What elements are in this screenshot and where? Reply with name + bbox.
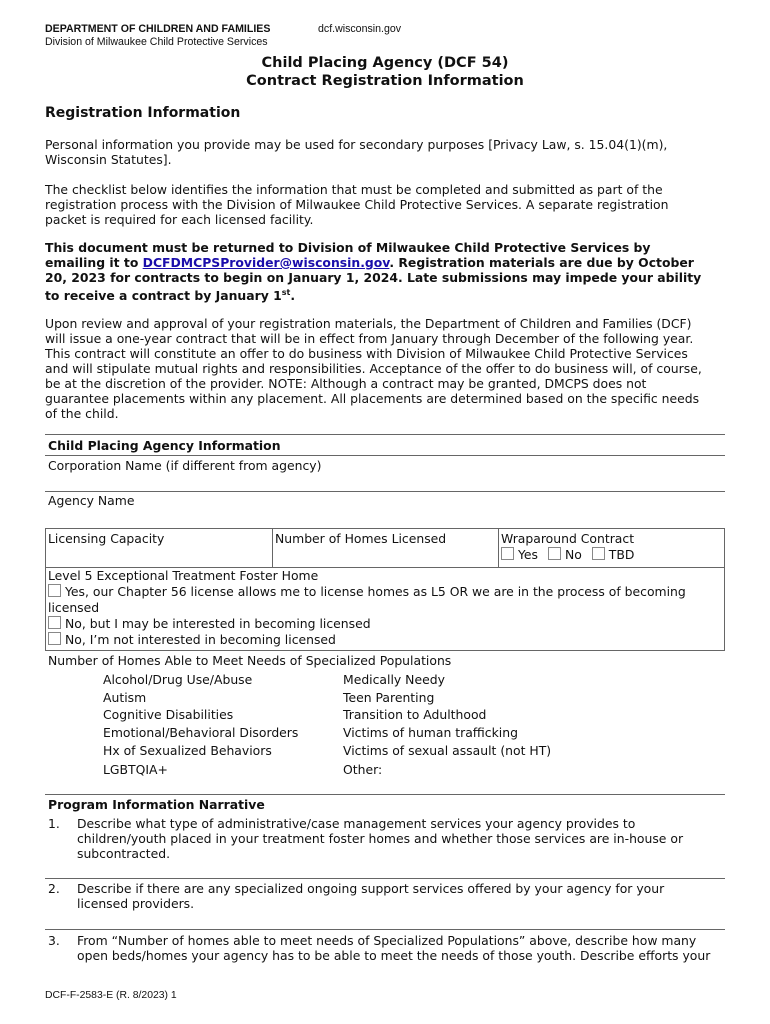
- return-text: .: [290, 288, 296, 304]
- return-line: This document must be returned to Division of Milwaukee Child Protective Services by: [45, 240, 651, 255]
- field-underline: [45, 528, 725, 529]
- question-number: 3.: [48, 933, 60, 948]
- agency-name-label: Agency Name: [48, 493, 135, 508]
- cell-divider: [498, 528, 499, 567]
- row-divider: [45, 650, 725, 651]
- question-text: [77, 881, 727, 911]
- question-line: licensed providers.: [77, 896, 195, 911]
- homes-licensed-label: Number of Homes Licensed: [275, 531, 447, 546]
- population-item: Cognitive Disabilities: [103, 707, 234, 722]
- return-text: . Registration materials are due by October: [389, 255, 694, 270]
- population-item: Medically Needy: [343, 672, 445, 687]
- return-instructions: [45, 240, 725, 303]
- question-text: [77, 933, 727, 963]
- wraparound-label: Wraparound Contract: [501, 531, 635, 546]
- program-heading: Program Information Narrative: [48, 797, 265, 812]
- population-item: Hx of Sexualized Behaviors: [103, 743, 272, 758]
- website-link[interactable]: dcf.wisconsin.gov: [318, 23, 402, 35]
- population-item: Victims of sexual assault (not HT): [343, 743, 552, 758]
- question-number: 2.: [48, 881, 60, 896]
- review-line: Upon review and approval of your registration materials, the Department of Children and Families (DCF): [45, 316, 692, 331]
- population-item: Other:: [343, 762, 383, 777]
- agency-info-heading: Child Placing Agency Information: [48, 438, 281, 453]
- level5-maybe-checkbox[interactable]: [48, 616, 61, 629]
- answer-divider: [45, 878, 725, 879]
- return-text: emailing it to: [45, 255, 143, 270]
- review-line: This contract will constitute an offer to do business with Division of Milwaukee Child Protective Services: [45, 346, 688, 361]
- population-item: Victims of human trafficking: [343, 725, 518, 740]
- level5-no-checkbox[interactable]: [48, 632, 61, 645]
- question-line: subcontracted.: [77, 846, 171, 861]
- level5-maybe-label: No, but I may be interested in becoming licensed: [65, 616, 371, 631]
- division-name: Division of Milwaukee Child Protective Services: [45, 36, 268, 48]
- registration-heading: Registration Information: [45, 105, 241, 121]
- agency-name-field[interactable]: [45, 509, 725, 527]
- return-line: [45, 255, 725, 270]
- wraparound-options: [501, 547, 634, 562]
- page-title: Child Placing Agency (DCF 54): [261, 55, 509, 71]
- level5-no-label: No, I’m not interested in becoming licensed: [65, 632, 336, 647]
- checklist-line: registration process with the Division of Milwaukee Child Protective Services. A separate registration: [45, 197, 669, 212]
- level5-yes-checkbox[interactable]: [48, 584, 61, 597]
- review-line: be at the discretion of the provider. NOTE: Although a contract may be granted, DMCPS does not: [45, 376, 647, 391]
- level5-option-no: [48, 632, 336, 647]
- populations-label: Number of Homes Able to Meet Needs of Specialized Populations: [48, 653, 452, 668]
- review-line: guarantee placements within any placement. All placements are determined based on the specific needs: [45, 391, 700, 406]
- return-line: [45, 285, 725, 303]
- checklist-line: The checklist below identifies the information that must be completed and submitted as part of the: [45, 182, 663, 197]
- table-border-right: [724, 528, 725, 651]
- population-item: Emotional/Behavioral Disorders: [103, 725, 299, 740]
- level5-option-maybe: [48, 616, 371, 631]
- population-item: Alcohol/Drug Use/Abuse: [103, 672, 253, 687]
- level5-option-yes: [48, 584, 718, 600]
- licensing-capacity-label: Licensing Capacity: [48, 531, 165, 546]
- section-divider: [45, 434, 725, 435]
- question-line: Describe what type of administrative/case management services your agency provides to: [77, 816, 636, 831]
- answer-divider: [45, 929, 725, 930]
- level5-yes-label-cont: licensed: [48, 600, 100, 615]
- question-line: From “Number of homes able to meet needs of Specialized Populations” above, describe how many: [77, 933, 697, 948]
- section-divider: [45, 794, 725, 795]
- review-line: of the child.: [45, 406, 119, 421]
- population-item: Teen Parenting: [343, 690, 435, 705]
- section-divider: [45, 455, 725, 456]
- level5-yes-label: Yes, our Chapter 56 license allows me to license homes as L5 OR we are in the process of becoming: [65, 584, 686, 599]
- wraparound-tbd-label: TBD: [608, 547, 635, 562]
- corporation-name-field[interactable]: [45, 474, 725, 491]
- level5-label: Level 5 Exceptional Treatment Foster Home: [48, 568, 319, 583]
- review-paragraph: [45, 316, 725, 421]
- form-id-footer: DCF-F-2583-E (R. 8/2023) 1: [45, 990, 177, 1001]
- question-line: children/youth placed in your treatment foster homes and whether those services are in-house or: [77, 831, 684, 846]
- wraparound-yes-checkbox[interactable]: [501, 547, 514, 560]
- page-subtitle: Contract Registration Information: [246, 73, 524, 89]
- privacy-line: Personal information you provide may be used for secondary purposes [Privacy Law, s. 15.04(1)(m),: [45, 137, 668, 152]
- homes-licensed-field[interactable]: [275, 548, 495, 565]
- question-number: 1.: [48, 816, 60, 831]
- review-line: and will stipulate mutual rights and responsibilities. Acceptance of the offer to do business will, of course,: [45, 361, 702, 376]
- wraparound-tbd-checkbox[interactable]: [592, 547, 605, 560]
- wraparound-no-checkbox[interactable]: [548, 547, 561, 560]
- email-link[interactable]: DCFDMCPSProvider@wisconsin.gov: [142, 255, 390, 270]
- population-item: Transition to Adulthood: [343, 707, 487, 722]
- question-line: Describe if there are any specialized ongoing support services offered by your agency for your: [77, 881, 665, 896]
- population-item: Autism: [103, 690, 147, 705]
- checklist-paragraph: [45, 182, 725, 227]
- return-line: 20, 2023 for contracts to begin on January 1, 2024. Late submissions may impede your ability: [45, 270, 702, 285]
- department-name: DEPARTMENT OF CHILDREN AND FAMILIES: [45, 23, 271, 35]
- wraparound-no-label: No: [564, 547, 582, 562]
- table-border-left: [45, 528, 46, 651]
- superscript: st: [281, 288, 291, 297]
- question-line: open beds/homes your agency has to be able to meet the needs of those youth. Describe efforts your: [77, 948, 711, 963]
- checklist-line: packet is required for each licensed facility.: [45, 212, 314, 227]
- privacy-paragraph: [45, 137, 725, 167]
- return-text: to receive a contract by January 1: [45, 288, 282, 304]
- corporation-name-label: Corporation Name (if different from agency): [48, 458, 322, 473]
- cell-divider: [272, 528, 273, 567]
- question-text: [77, 816, 727, 861]
- population-item: LGBTQIA+: [103, 762, 168, 777]
- review-line: will issue a one-year contract that will be in effect from January through December of the following year.: [45, 331, 694, 346]
- licensing-capacity-field[interactable]: [48, 548, 270, 565]
- privacy-line: Wisconsin Statutes].: [45, 152, 172, 167]
- wraparound-yes-label: Yes: [518, 547, 539, 562]
- field-underline: [45, 491, 725, 492]
